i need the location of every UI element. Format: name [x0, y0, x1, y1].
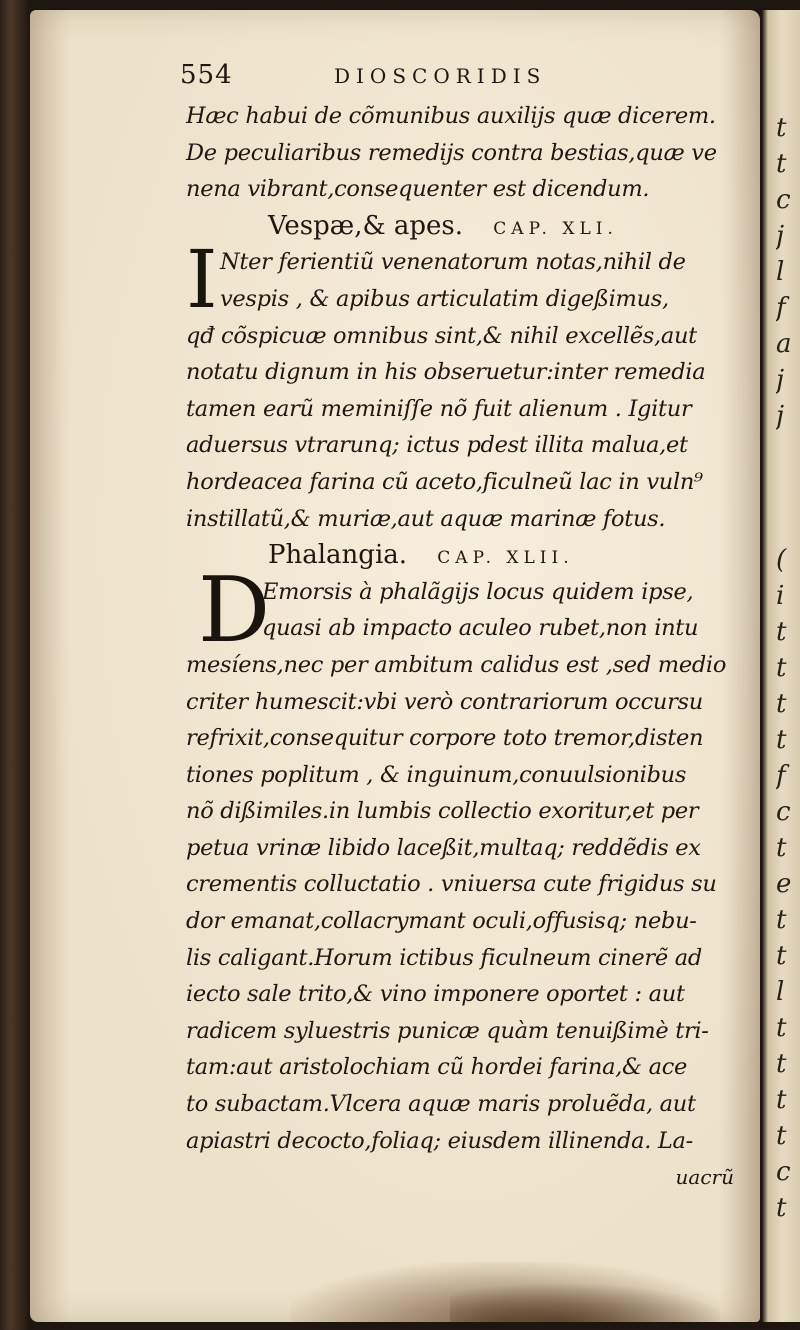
page-header: [180, 58, 736, 98]
intro-paragraph: [186, 98, 736, 208]
facing-page-glyph: j: [776, 365, 785, 395]
facing-page-glyph: c: [776, 1157, 791, 1187]
text-line: notatu dignum in his obseruetur:inter remedia: [186, 359, 706, 386]
chapter-41-paragraph: [186, 233, 736, 537]
text-line: iecto sale trito,& vino imponere oportet : aut: [186, 981, 685, 1008]
text-line: mesíens,nec per ambitum calidus est ,sed medio: [186, 651, 727, 678]
facing-page-edge: [762, 10, 800, 1322]
text-line: radicem syluestris punicæ quàm tenuißimè tri-: [186, 1017, 709, 1044]
facing-page-glyph: t: [776, 833, 787, 863]
text-line: hordeacea farina cũ aceto,ficulneũ lac in vuln⁹: [186, 468, 703, 495]
facing-page-glyph: i: [776, 581, 785, 611]
chapter-title: Vespæ,& apes.: [268, 210, 464, 241]
drop-cap: I: [186, 233, 218, 327]
text-line: lis caligant.Horum ictibus ficulneum cinerẽ ad: [186, 944, 702, 971]
chapter-title: Phalangia.: [268, 540, 408, 571]
facing-page-glyph: t: [776, 113, 787, 143]
facing-page-glyph: l: [776, 257, 785, 287]
facing-page-glyph: c: [776, 797, 791, 827]
text-line: refrixit,consequitur corpore toto tremor,disten: [186, 725, 704, 752]
facing-page-glyph: [776, 506, 800, 542]
water-stain-dark: [450, 1282, 730, 1322]
facing-page-glyph: f: [776, 293, 786, 323]
facing-page-glyph: t: [776, 1085, 787, 1115]
text-line: apiastri decocto,foliaq; eiusdem illinenda. La-: [186, 1127, 693, 1154]
chapter-heading-41: [186, 208, 736, 245]
facing-page-glyph: [776, 470, 800, 506]
page-text: [180, 58, 736, 1195]
facing-page-glyph: j: [776, 401, 785, 431]
facing-page-glyphs: [776, 110, 800, 1226]
facing-page-glyph: t: [776, 905, 787, 935]
text-line: tam:aut aristolochiam cũ hordei farina,& ace: [186, 1054, 688, 1081]
text-line: vespis , & apibus articulatim digeßimus,: [220, 285, 669, 312]
drop-cap: D: [198, 557, 271, 663]
chapter-number: CAP. XLI.: [493, 218, 618, 239]
facing-page-glyph: j: [776, 221, 785, 251]
text-line: instillatũ,& muriæ,aut aquæ marinæ fotus.: [186, 505, 666, 532]
facing-page-glyph: [776, 434, 800, 470]
text-line: quasi ab impacto aculeo rubet,non intu: [262, 615, 699, 642]
facing-page-glyph: f: [776, 761, 786, 791]
text-line: nõ dißimiles.in lumbis collectio exoritur,et per: [186, 798, 699, 825]
text-line: to subactam.Vlcera aquæ maris proluẽda, aut: [186, 1091, 696, 1118]
text-line: Nter ferientiũ venenatorum notas,nihil de: [220, 249, 686, 276]
facing-page-glyph: t: [776, 1049, 787, 1079]
text-line: petua vrinæ libido laceßit,multaq; reddẽdis ex: [186, 834, 701, 861]
text-line: aduersus vtrarunq; ictus pdest illita malua,et: [186, 432, 688, 459]
text-line: De peculiaribus remedijs contra bestias,quæ ve: [186, 139, 717, 166]
facing-page-glyph: t: [776, 653, 787, 683]
facing-page-glyph: t: [776, 689, 787, 719]
catchword: uacrũ: [675, 1165, 734, 1190]
facing-page-glyph: t: [776, 149, 787, 179]
facing-page-glyph: a: [776, 329, 792, 359]
chapter-number: CAP. XLII.: [437, 548, 574, 569]
text-line: qđ cõspicuæ omnibus sint,& nihil excellẽs,aut: [186, 322, 697, 349]
facing-page-glyph: e: [776, 869, 792, 899]
facing-page-glyph: t: [776, 941, 787, 971]
text-line: criter humescit:vbi verò contrariorum occursu: [186, 688, 703, 715]
facing-page-glyph: t: [776, 1193, 787, 1223]
facing-page-glyph: l: [776, 977, 785, 1007]
facing-page-glyph: (: [776, 545, 787, 575]
text-line: crementis colluctatio . vniuersa cute frigidus su: [186, 871, 717, 898]
running-head: DIOSCORIDIS: [334, 64, 547, 88]
facing-page-glyph: t: [776, 1121, 787, 1151]
text-line: Hæc habui de cõmunibus auxilijs quæ dicerem.: [186, 103, 716, 129]
text-line: nena vibrant,consequenter est dicendum.: [186, 176, 650, 203]
facing-page-glyph: t: [776, 617, 787, 647]
text-line: dor emanat,collacrymant oculi,offusisq; nebu-: [186, 908, 697, 935]
page-number: 554: [180, 60, 233, 90]
facing-page-glyph: t: [776, 725, 787, 755]
text-line: tiones poplitum , & inguinum,conuulsionibus: [186, 761, 687, 788]
facing-page-glyph: c: [776, 185, 791, 215]
text-line: Emorsis à phalãgijs locus quidem ipse,: [262, 578, 694, 605]
facing-page-glyph: t: [776, 1013, 787, 1043]
text-line: tamen earũ meminiſſe nõ fuit alienum . Igitur: [186, 395, 692, 422]
